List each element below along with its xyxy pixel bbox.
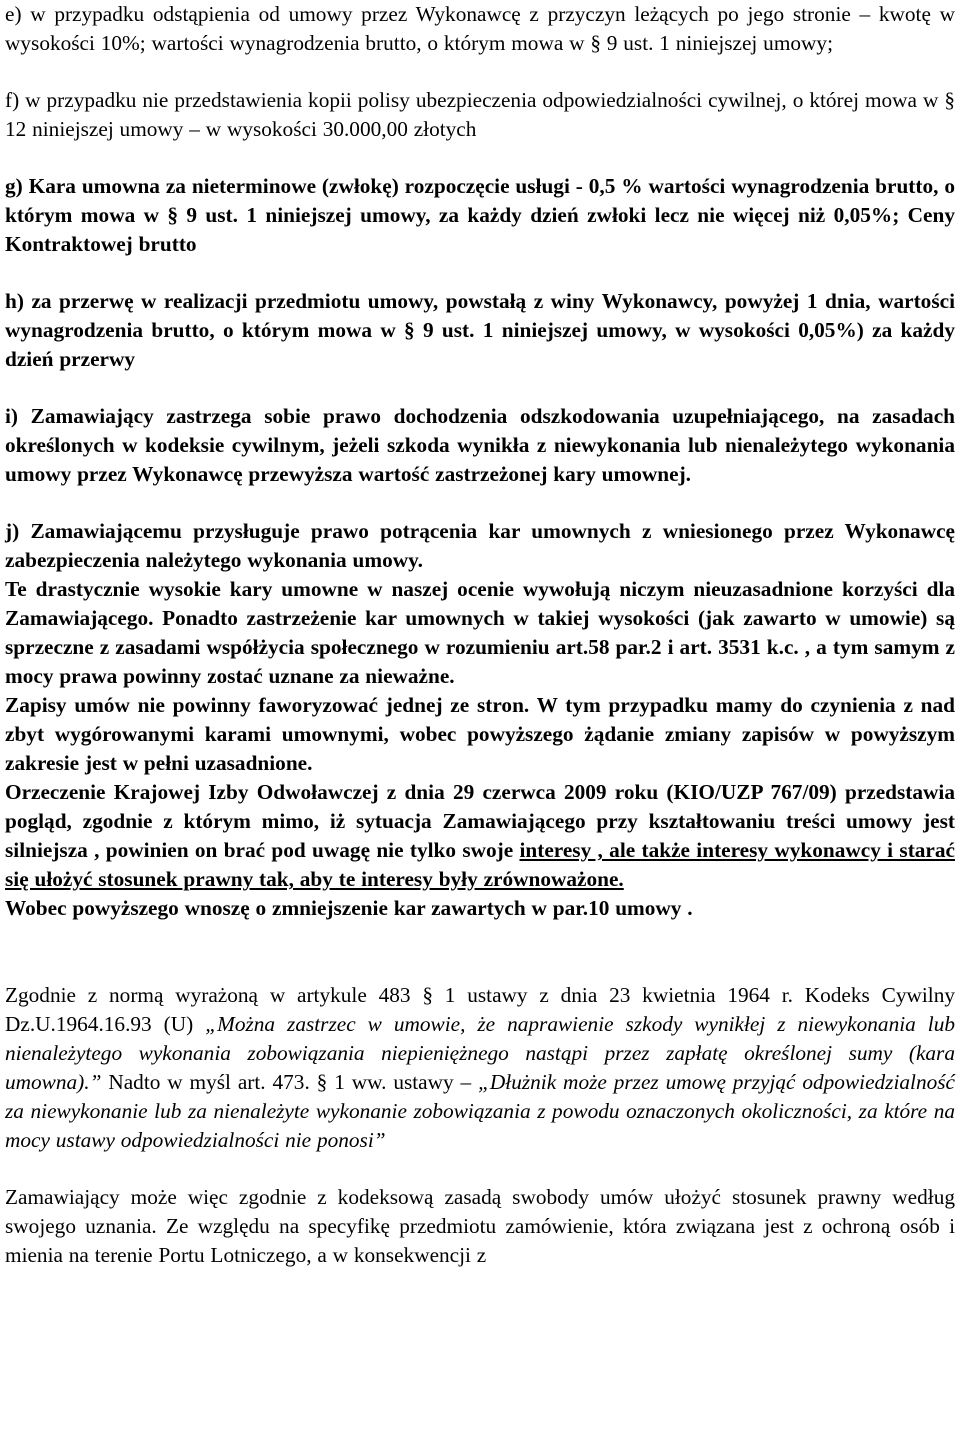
- kio-ruling-underlined-text: interesy , ale także interesy wykonawcy i starać się ułożyć stosunek prawny tak, aby te interesy były zrównoważone.: [5, 838, 955, 891]
- paragraph-drastic-penalties: Te drastycznie wysokie kary umowne w naszej ocenie wywołują niczym nieuzasadnione korzyści dla Zamawiającego. Ponadto zastrzeżenie kar umownych w takiej wysokości (jak zawarto w umowie) są sprzeczne z zasadami współżycia społecznego w rozumieniu art.58 par.2 i art. 3531 k.c. , a tym samym z mocy prawa powinny zostać uznane za nieważne.: [5, 577, 955, 688]
- paragraph-j: j) Zamawiającemu przysługuje prawo potrącenia kar umownych z wniesionego przez Wykonawcę zabezpieczenia należytego wykonania umowy.: [5, 519, 955, 572]
- civil-code-intro: Zgodnie z normą wyrażoną w artykule 483 § 1 ustawy z dnia 23 kwietnia 1964 r. Kodeks Cywilny Dz.U.1964.16.93 (U): [5, 983, 955, 1036]
- kio-ruling-text: Orzeczenie Krajowej Izby Odwoławczej z dnia 29 czerwca 2009 roku (KIO/UZP 767/09) przedstawia pogląd, zgodnie z którym mimo, iż sytuacja Zamawiającego przy kształtowaniu treści umowy jest silniejsza , powinien on brać pod uwagę nie tylko swoje: [5, 780, 955, 862]
- paragraph-e: e) w przypadku odstąpienia od umowy przez Wykonawcę z przyczyn leżących po jego stronie – kwotę w wysokości 10%; wartości wynagrodzenia brutto, o którym mowa w § 9 ust. 1 niniejszej umowy;: [5, 2, 955, 55]
- paragraph-civil-code: [5, 981, 955, 1155]
- civil-code-quote-art-473: „Dłużnik może przez umowę przyjąć odpowiedzialność za niewykonanie lub za nienależyte wykonanie zobowiązania z powodu oznaczonych okoliczności, za które na mocy ustawy odpowiedzialności nie ponosi”: [5, 1070, 955, 1152]
- paragraph-f: f) w przypadku nie przedstawienia kopii polisy ubezpieczenia odpowiedzialności cywilnej, o której mowa w § 12 niniejszej umowy – w wysokości 30.000,00 złotych: [5, 88, 955, 141]
- paragraph-g: g) Kara umowna za nieterminowe (zwłokę) rozpoczęcie usługi - 0,5 % wartości wynagrodzenia brutto, o którym mowa w § 9 ust. 1 niniejszej umowy, za każdy dzień zwłoki lecz nie więcej niż 0,05%; Ceny Kontraktowej brutto: [5, 174, 955, 256]
- paragraph-i: i) Zamawiający zastrzega sobie prawo dochodzenia odszkodowania uzupełniającego, na zasadach określonych w kodeksie cywilnym, jeżeli szkoda wynikła z niewykonania lub nienależytego wykonania umowy przez Wykonawcę przewyższa wartość zastrzeżonej kary umownej.: [5, 404, 955, 486]
- document-page: [5, 0, 955, 1270]
- paragraph-kio-ruling: [5, 778, 955, 894]
- civil-code-quote-art-483: „Można zastrzec w umowie, że naprawienie szkody wynikłej z niewykonania lub nienależytego wykonania zobowiązania niepieniężnego nastąpi przez zapłatę określonej sumy (kara umowna).”: [5, 1012, 955, 1094]
- paragraph-h: h) za przerwę w realizacji przedmiotu umowy, powstałą z winy Wykonawcy, powyżej 1 dnia, wartości wynagrodzenia brutto, o którym mowa w § 9 ust. 1 niniejszej umowy, w wysokości 0,05%) za każdy dzień przerwy: [5, 289, 955, 371]
- paragraph-favoritism: Zapisy umów nie powinny faworyzować jednej ze stron. W tym przypadku mamy do czynienia z nad zbyt wygórowanymi karami umownymi, wobec powyższego żądanie zmiany zapisów w powyższym zakresie jest w pełni uzasadnione.: [5, 693, 955, 775]
- civil-code-bridge: Nadto w myśl art. 473. § 1 ww. ustawy –: [101, 1070, 479, 1094]
- paragraph-request: Wobec powyższego wnoszę o zmniejszenie kar zawartych w par.10 umowy .: [5, 896, 693, 920]
- paragraph-final: Zamawiający może więc zgodnie z kodeksową zasadą swobody umów ułożyć stosunek prawny według swojego uznania. Ze względu na specyfikę przedmiotu zamówienie, która związana jest z ochroną osób i mienia na terenie Portu Lotniczego, a w konsekwencji z: [5, 1185, 955, 1267]
